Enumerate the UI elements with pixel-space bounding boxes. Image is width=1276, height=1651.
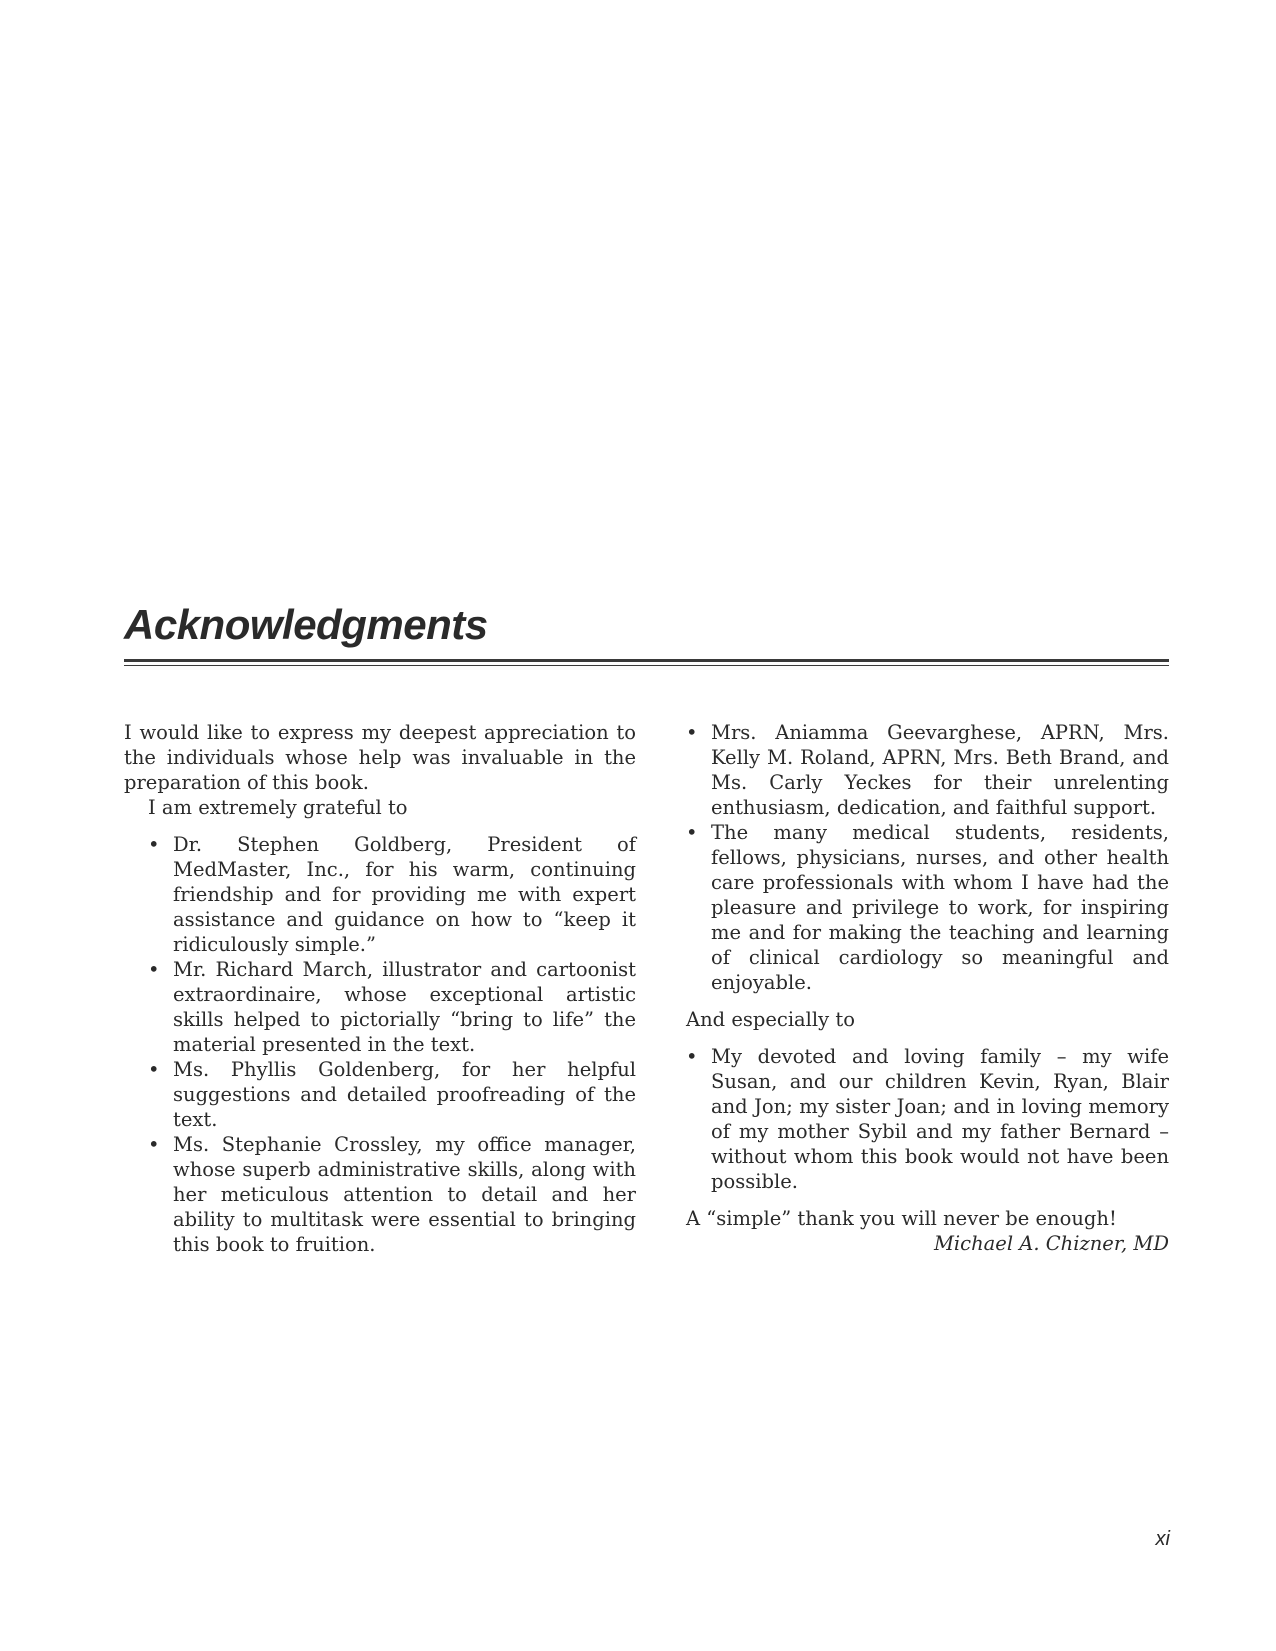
page-heading: Acknowledgments xyxy=(124,601,488,648)
list-item-text: Ms. Stephanie Crossley, my office manager, whose superb administrative skills, along with her meticulous attention to detail and her ability to multitask were essential to bringing this book to fruition. xyxy=(173,1133,636,1256)
especially-line: And especially to xyxy=(686,1008,855,1031)
list-item xyxy=(148,832,636,957)
bullet-icon: • xyxy=(148,1133,160,1156)
list-item xyxy=(148,1057,636,1132)
list-item xyxy=(686,1044,1169,1194)
heading-rule-thin xyxy=(124,665,1169,666)
page-number: xi xyxy=(1155,1528,1170,1550)
list-item xyxy=(148,1132,636,1257)
thank-you-line: A “simple” thank you will never be enough! xyxy=(686,1207,1117,1230)
right-column xyxy=(686,720,1169,1256)
bullet-icon: • xyxy=(686,1045,698,1068)
list-item xyxy=(148,957,636,1057)
family-bullet-list xyxy=(686,1044,1169,1194)
list-item-text: The many medical students, residents, fellows, physicians, nurses, and other health care professionals with whom I have had the pleasure and privilege to work, for inspiring me and for making the teaching and learning of clinical cardiology so meaningful and enjoyable. xyxy=(711,821,1169,994)
bullet-icon: • xyxy=(148,833,160,856)
bullet-icon: • xyxy=(148,1058,160,1081)
list-item xyxy=(686,820,1169,995)
list-item xyxy=(686,720,1169,820)
intro-paragraph: I would like to express my deepest appreciation to the individuals whose help was invaluable in the preparation of this book. xyxy=(124,721,636,794)
right-bullet-list xyxy=(686,720,1169,995)
list-item-text: Dr. Stephen Goldberg, President of MedMaster, Inc., for his warm, continuing friendship and for providing me with expert assistance and guidance on how to “keep it ridiculously simple.” xyxy=(173,833,636,956)
bullet-icon: • xyxy=(686,721,698,744)
list-item-text: Mr. Richard March, illustrator and cartoonist extraordinaire, whose exceptional artistic skills helped to pictorially “bring to life” the material presented in the text. xyxy=(173,958,636,1056)
bullet-icon: • xyxy=(148,958,160,981)
heading-rule-thick xyxy=(124,659,1169,662)
list-item-text: My devoted and loving family – my wife Susan, and our children Kevin, Ryan, Blair and Jon; my sister Joan; and in loving memory of my mother Sybil and my father Bernard – without whom this book would not have been possible. xyxy=(711,1045,1169,1193)
left-bullet-list xyxy=(124,832,636,1257)
left-column xyxy=(124,720,636,1257)
author-signature: Michael A. Chizner, MD xyxy=(933,1232,1169,1255)
grateful-line: I am extremely grateful to xyxy=(148,796,408,819)
bullet-icon: • xyxy=(686,821,698,844)
list-item-text: Mrs. Aniamma Geevarghese, APRN, Mrs. Kelly M. Roland, APRN, Mrs. Beth Brand, and Ms. Carly Yeckes for their unrelenting enthusiasm, dedication, and faithful support. xyxy=(711,721,1169,819)
list-item-text: Ms. Phyllis Goldenberg, for her helpful suggestions and detailed proofreading of the text. xyxy=(173,1058,636,1131)
